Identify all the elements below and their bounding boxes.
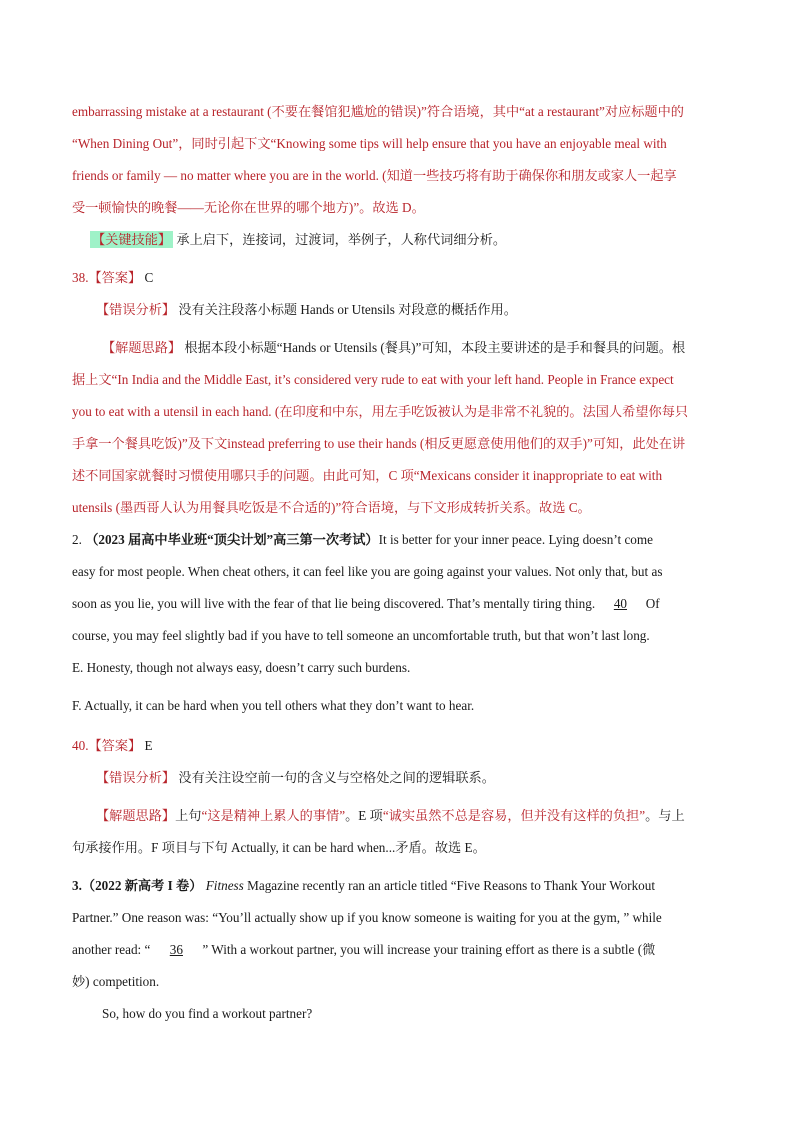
answer-value: E bbox=[141, 738, 153, 753]
solution-text: 。E 项 bbox=[345, 808, 383, 823]
item-2-line bbox=[72, 588, 724, 620]
solution-38-line: 据上文“In India and the Middle East, it’s considered very rude to eat with your left hand. People in France expect bbox=[72, 372, 674, 387]
item-number: 3. bbox=[72, 878, 82, 893]
magazine-name: Fitness bbox=[205, 878, 244, 893]
solution-38-line: you to eat with a utensil in each hand. (在印度和中东，用左手吃饭被认为是非常不礼貌的。法国人希望你每只 bbox=[72, 404, 689, 419]
answer-38 bbox=[72, 262, 724, 294]
item-text: ” With a workout partner, you will increase your training effort as there is a subtle (微 bbox=[202, 942, 656, 957]
paragraph-line: friends or family — no matter where you are in the world. (知道一些技巧将有助于确保你和朋友或家人一起享 bbox=[72, 168, 677, 183]
blank-36: 36 bbox=[169, 942, 183, 957]
item-2-line: course, you may feel slightly bad if you have to tell someone an uncomfortable truth, but that won’t last long. bbox=[72, 628, 650, 643]
solution-38-line bbox=[72, 332, 724, 364]
solution-40-line bbox=[72, 800, 724, 832]
blank-40: 40 bbox=[613, 596, 628, 611]
paragraph-line: 受一顿愉快的晚餐——无论你在世界的哪个地方)”。故选 D。 bbox=[72, 200, 425, 215]
item-number: 2. bbox=[72, 532, 82, 547]
item-3-line: So, how do you find a workout partner? bbox=[102, 1006, 313, 1021]
solution-text: 上句 bbox=[175, 808, 202, 823]
solution-tag: 【解题思路】 bbox=[96, 808, 176, 823]
solution-text: 。与上 bbox=[645, 808, 685, 823]
key-skill-line bbox=[72, 224, 724, 256]
error-analysis-38 bbox=[72, 294, 724, 326]
error-text: 没有关注设空前一句的含义与空格处之间的逻辑联系。 bbox=[175, 770, 495, 785]
solution-40-line: 句承接作用。F 项目与下句 Actually, it can be hard when...矛盾。故选 E。 bbox=[72, 840, 486, 855]
answer-value: C bbox=[141, 270, 154, 285]
solution-quote: “诚实虽然不总是容易，但并没有这样的负担” bbox=[382, 808, 646, 823]
solution-38-line: 述不同国家就餐时习惯使用哪只手的问题。由此可知，C 项“Mexicans consider it inappropriate to eat with bbox=[72, 468, 663, 483]
solution-38-line: utensils (墨西哥人认为用餐具吃饭是不合适的)”符合语境，与下文形成转折关系。故选 C。 bbox=[72, 500, 591, 515]
solution-quote: “这是精神上累人的事情” bbox=[201, 808, 346, 823]
item-text: another read: “ bbox=[72, 942, 151, 957]
error-text: 没有关注段落小标题 Hands or Utensils 对段意的概括作用。 bbox=[175, 302, 517, 317]
answer-label: 40.【答案】 bbox=[72, 738, 142, 753]
answer-label: 38.【答案】 bbox=[72, 270, 142, 285]
solution-tag: 【解题思路】 bbox=[102, 340, 182, 355]
item-3-line: Partner.” One reason was: “You’ll actually show up if you know someone is waiting for you at the gym, ” while bbox=[72, 910, 662, 925]
option-e: E. Honesty, though not always easy, doesn’t carry such burdens. bbox=[72, 660, 411, 675]
item-3-line bbox=[72, 870, 724, 902]
item-2-line: easy for most people. When cheat others, it can feel like you are going against your values. Not only that, but as bbox=[72, 564, 663, 579]
option-f: F. Actually, it can be hard when you tell others what they don’t want to hear. bbox=[72, 698, 475, 713]
error-tag: 【错误分析】 bbox=[96, 770, 176, 785]
solution-38-line: 手拿一个餐具吃饭)”及下文instead preferring to use their hands (相反更愿意使用他们的双手)”可知，此处在讲 bbox=[72, 436, 686, 451]
item-text: Magazine recently ran an article titled “Five Reasons to Thank Your Workout bbox=[243, 878, 656, 893]
answer-40 bbox=[72, 730, 724, 762]
item-source: （2022 新高考 I 卷） bbox=[81, 878, 203, 893]
item-3-line: 妙) competition. bbox=[72, 974, 160, 989]
error-analysis-40 bbox=[72, 762, 724, 794]
item-text: It is better for your inner peace. Lying doesn’t come bbox=[378, 532, 654, 547]
error-tag: 【错误分析】 bbox=[96, 302, 176, 317]
item-source: （2023 届高中毕业班“顶尖计划”高三第一次考试） bbox=[85, 532, 379, 547]
item-text: Of bbox=[642, 596, 660, 611]
paragraph-line: embarrassing mistake at a restaurant (不要在餐馆犯尴尬的错误)”符合语境，其中“at a restaurant”对应标题中的 bbox=[72, 104, 684, 119]
solution-text: 根据本段小标题“Hands or Utensils (餐具)”可知，本段主要讲述的是手和餐具的问题。根 bbox=[181, 340, 686, 355]
item-text: soon as you lie, you will live with the fear of that lie being discovered. That’s mentally tiring thing. bbox=[72, 596, 596, 611]
item-2-line bbox=[72, 524, 724, 556]
paragraph-line: “When Dining Out”，同时引起下文“Knowing some tips will help ensure that you have an enjoyable meal with bbox=[72, 136, 667, 151]
key-skill-text: 承上启下，连接词，过渡词，举例子，人称代词细分析。 bbox=[173, 232, 507, 247]
key-skill-tag: 【关键技能】 bbox=[92, 232, 172, 247]
item-3-line bbox=[72, 934, 724, 966]
document-page bbox=[72, 96, 724, 1030]
